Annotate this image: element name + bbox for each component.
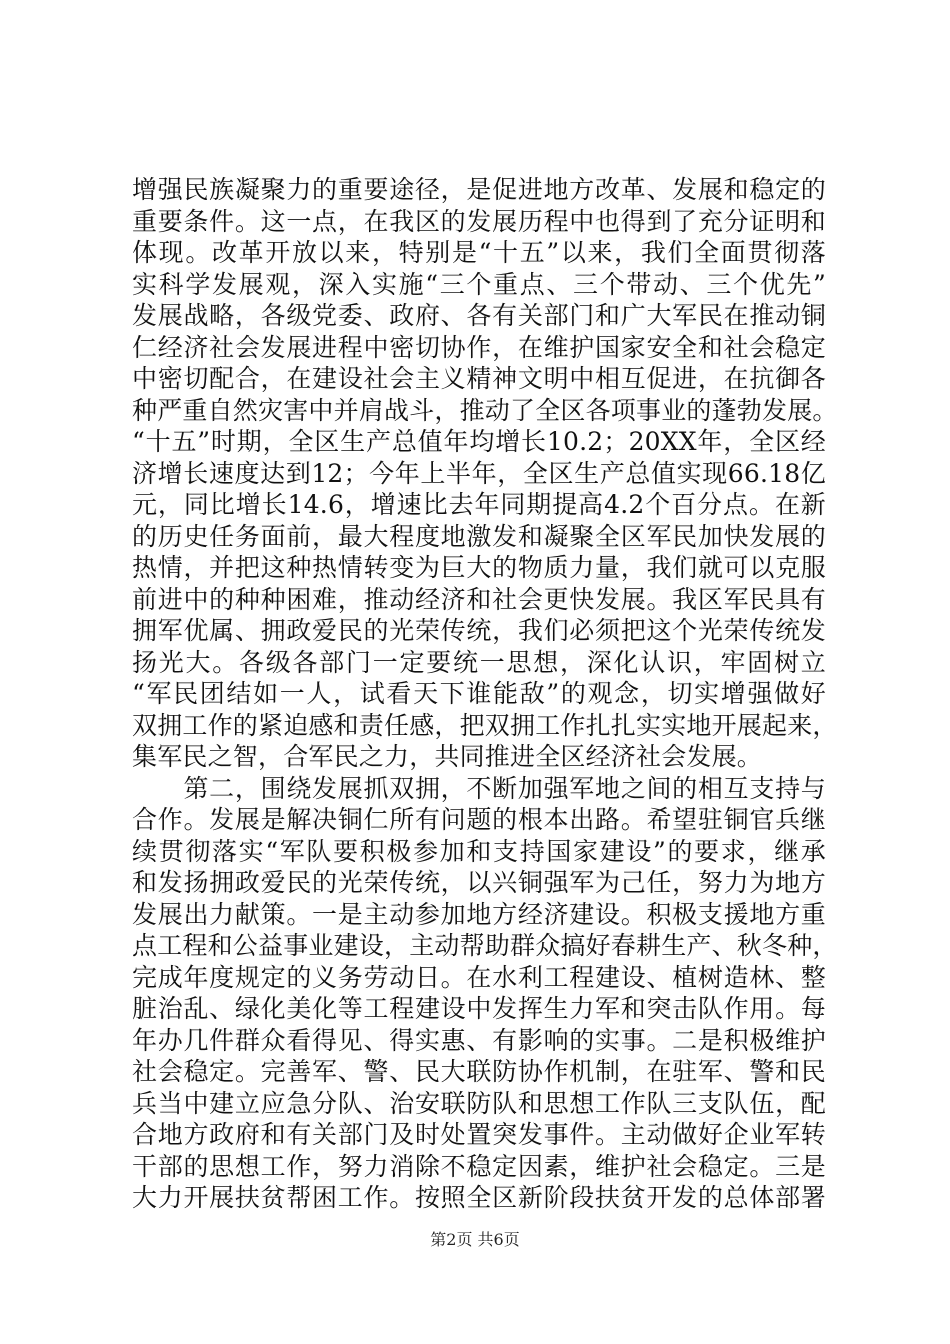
page-number: 第2页 共6页: [430, 1230, 520, 1249]
text-line: 重要条件。这一点，在我区的发展历程中也得到了充分证明和: [132, 206, 826, 236]
text-line: 干部的思想工作，努力消除不稳定因素，维护社会稳定。三是: [132, 1151, 826, 1181]
text-line: 第二，围绕发展抓双拥，不断加强军地之间的相互支持与: [132, 773, 826, 803]
text-line: 元，同比增长14.6，增速比去年同期提高4.2个百分点。在新: [132, 490, 826, 519]
text-line: 续贯彻落实“军队要积极参加和支持国家建设”的要求，继承: [132, 836, 826, 866]
text-line: 种严重自然灾害中并肩战斗，推动了全区各项事业的蓬勃发展。: [132, 395, 838, 425]
text-line: 热情，并把这种热情转变为巨大的物质力量，我们就可以克服: [132, 553, 826, 582]
text-line: 体现。改革开放以来，特别是“十五”以来，我们全面贯彻落: [132, 238, 826, 267]
text-line: 脏治乱、绿化美化等工程建设中发挥生力军和突击队作用。每: [132, 994, 826, 1023]
text-line: 集军民之智，合军民之力，共同推进全区经济社会发展。: [132, 742, 763, 771]
text-line: 实科学发展观，深入实施“三个重点、三个带动、三个优先”: [132, 269, 826, 299]
text-line: 和发扬拥政爱民的光荣传统，以兴铜强军为己任，努力为地方: [132, 868, 826, 897]
text-line: 发展战略，各级党委、政府、各有关部门和广大军民在推动铜: [132, 301, 826, 330]
text-line: 仁经济社会发展进程中密切协作，在维护国家安全和社会稳定: [132, 332, 826, 362]
text-line: 完成年度规定的义务劳动日。在水利工程建设、植树造林、整: [132, 962, 826, 992]
text-line: 合作。发展是解决铜仁所有问题的根本出路。希望驻铜官兵继: [132, 805, 826, 834]
text-line: 前进中的种种困难，推动经济和社会更快发展。我区军民具有: [132, 584, 826, 614]
text-line: “军民团结如一人，试看天下谁能敌”的观念，切实增强做好: [132, 679, 826, 708]
text-line: 社会稳定。完善军、警、民大联防协作机制，在驻军、警和民: [132, 1057, 826, 1086]
text-line: 年办几件群众看得见、得实惠、有影响的实事。二是积极维护: [132, 1025, 826, 1055]
text-line: 双拥工作的紧迫感和责任感，把双拥工作扎扎实实地开展起来，: [132, 710, 838, 740]
text-line: 增强民族凝聚力的重要途径，是促进地方改革、发展和稳定的: [132, 175, 826, 204]
text-line: “十五”时期，全区生产总值年均增长10.2；20XX年，全区经: [132, 427, 826, 456]
text-line: 拥军优属、拥政爱民的光荣传统，我们必须把这个光荣传统发: [132, 616, 826, 645]
text-line: 扬光大。各级各部门一定要统一思想，深化认识，牢固树立: [132, 647, 826, 677]
body-text: [132, 174, 838, 1214]
text-line: 点工程和公益事业建设，主动帮助群众搞好春耕生产、秋冬种，: [132, 931, 838, 960]
text-line: 中密切配合，在建设社会主义精神文明中相互促进，在抗御各: [132, 364, 826, 393]
text-line: 济增长速度达到12；今年上半年，全区生产总值实现66.18亿: [132, 458, 826, 488]
text-line: 大力开展扶贫帮困工作。按照全区新阶段扶贫开发的总体部署: [132, 1183, 826, 1212]
text-line: 兵当中建立应急分队、治安联防队和思想工作队三支队伍，配: [132, 1088, 826, 1118]
text-line: 的历史任务面前，最大程度地激发和凝聚全区军民加快发展的: [132, 521, 826, 551]
text-line: 合地方政府和有关部门及时处置突发事件。主动做好企业军转: [132, 1120, 826, 1149]
text-line: 发展出力献策。一是主动参加地方经济建设。积极支援地方重: [132, 899, 826, 929]
